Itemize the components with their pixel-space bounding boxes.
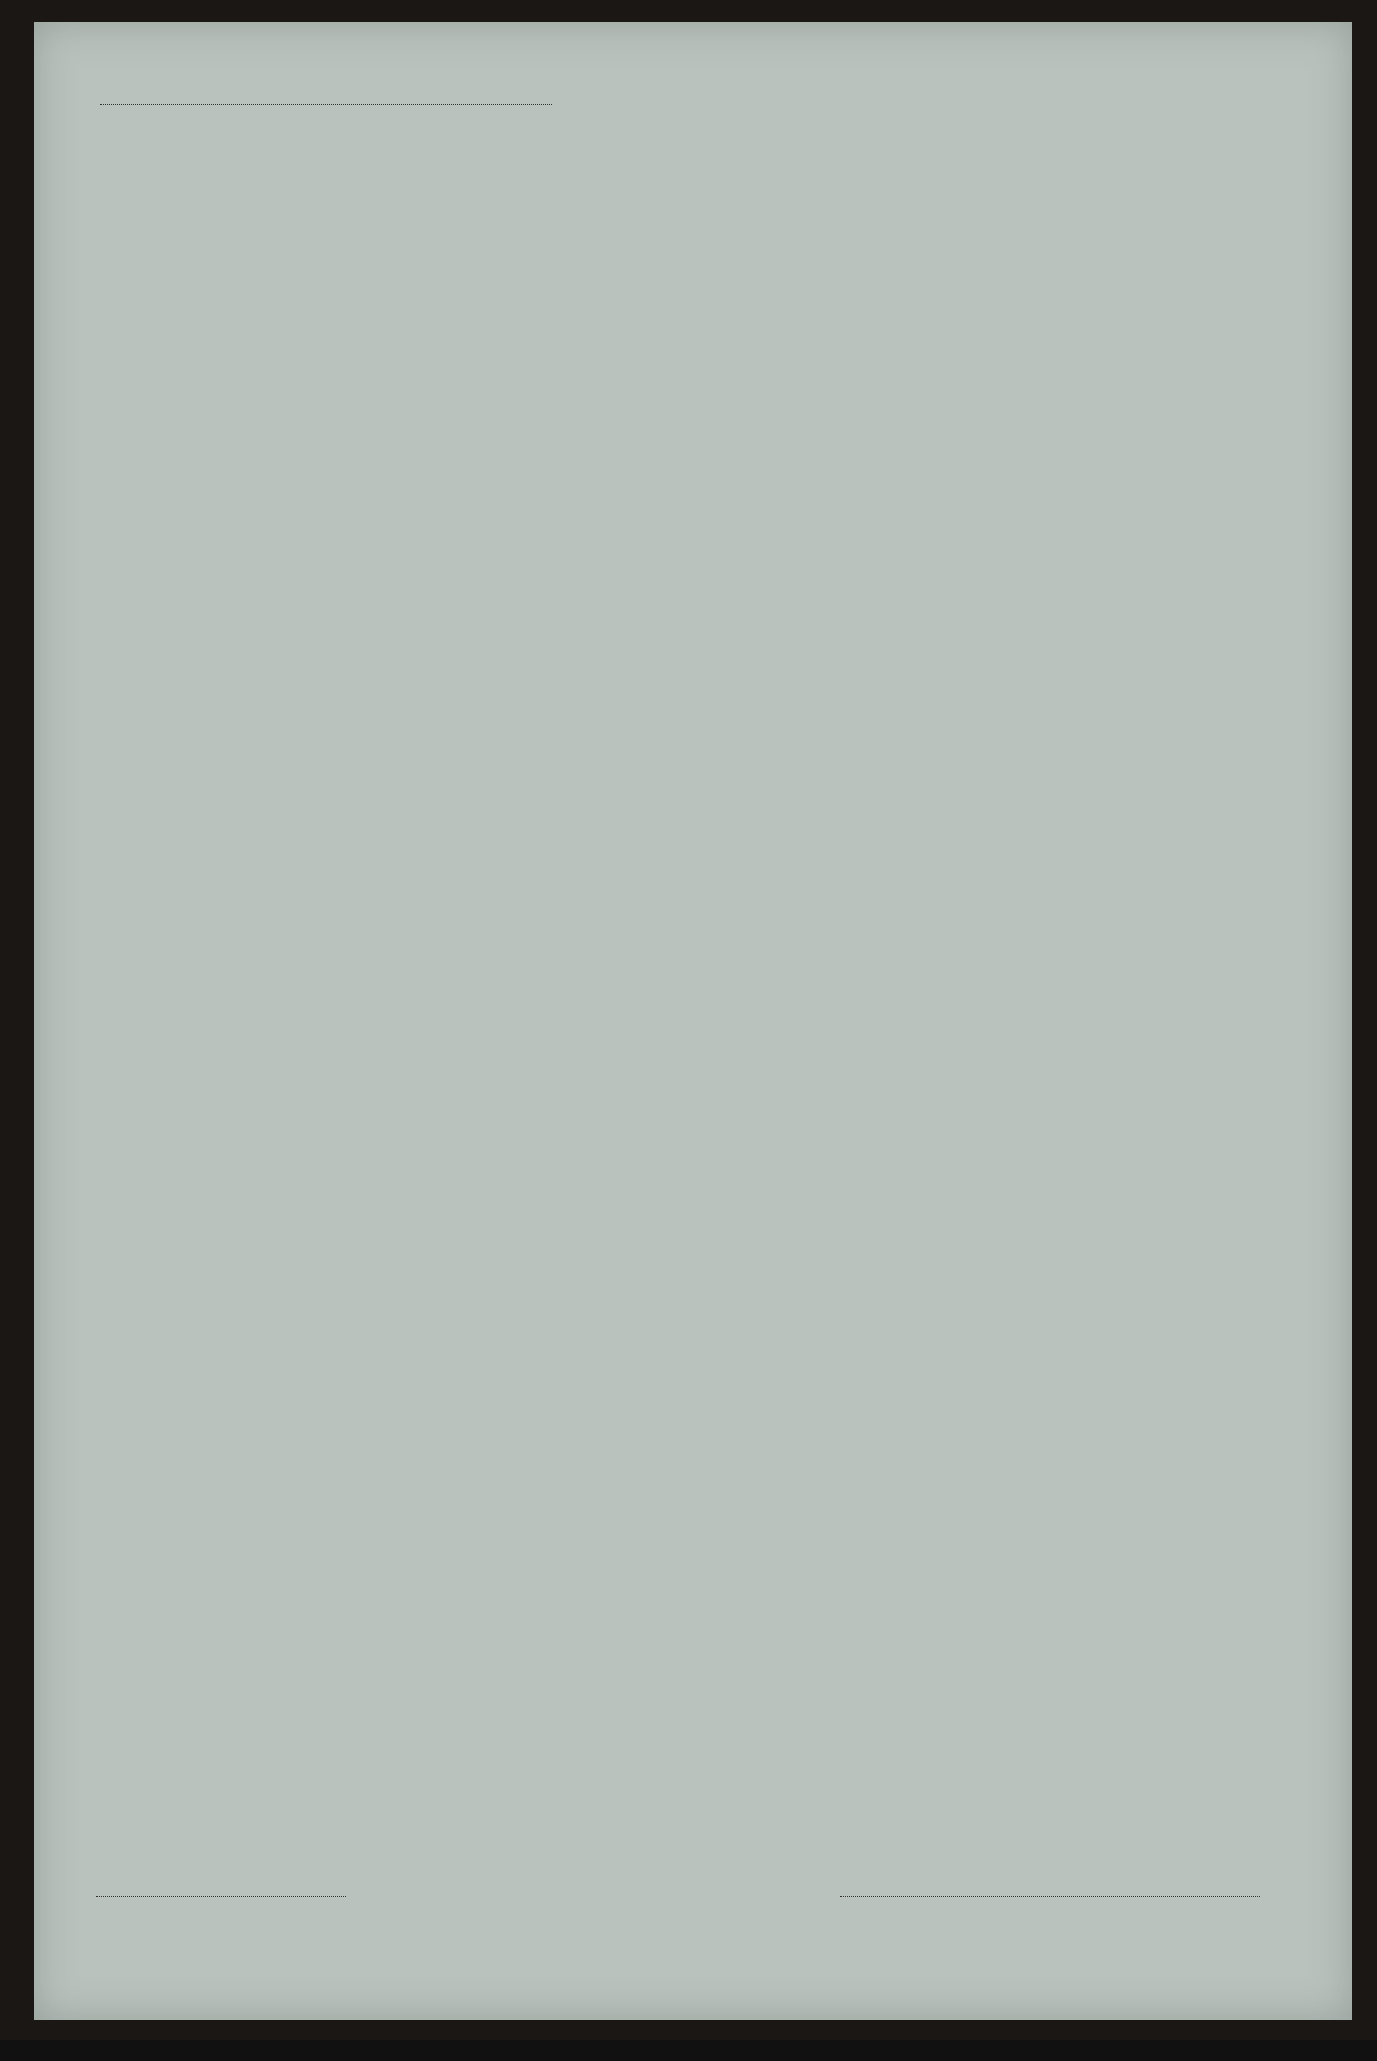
document-page (34, 22, 1352, 2020)
signature-line (840, 1896, 1260, 1897)
unit-underline (100, 104, 552, 105)
despatch-line (96, 1896, 346, 1897)
archive-strip (0, 2040, 1377, 2061)
